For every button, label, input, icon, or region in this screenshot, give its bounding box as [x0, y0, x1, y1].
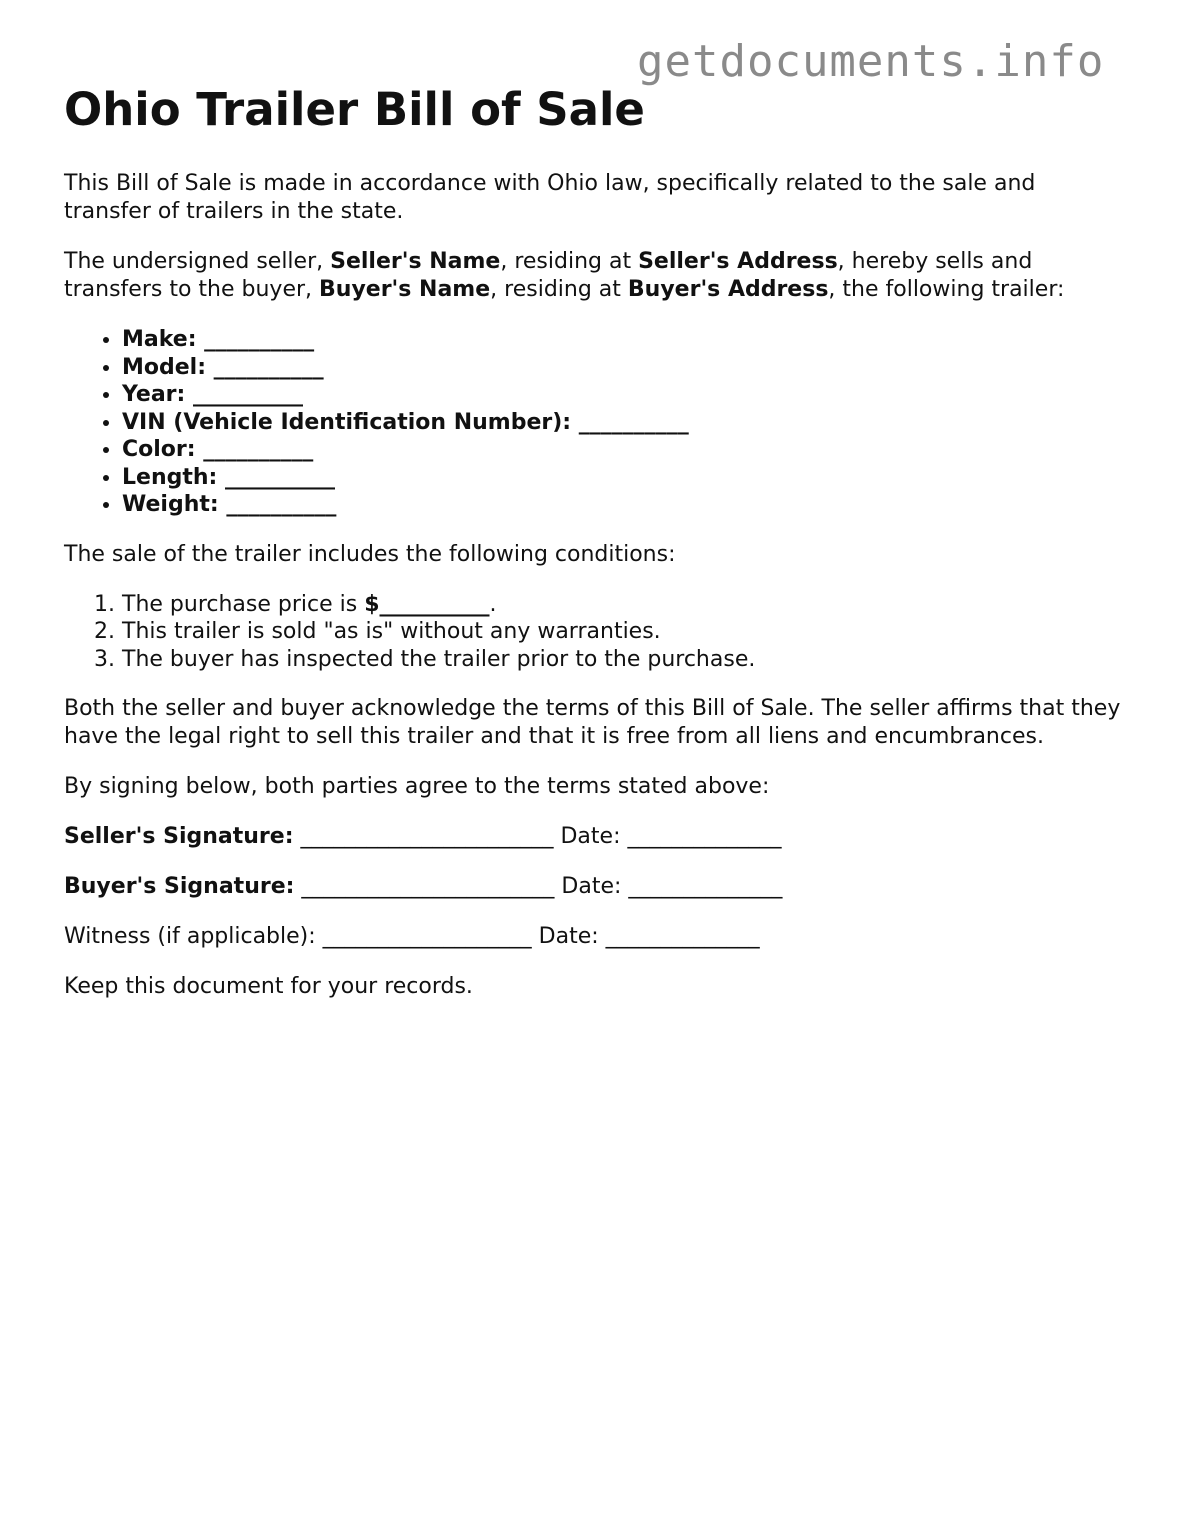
keep-records-note: Keep this document for your records. — [64, 974, 473, 999]
parties-text-2: , residing at — [500, 249, 639, 274]
seller-name: Seller's Name — [330, 249, 501, 274]
spec-color: • Color: __________ — [122, 436, 1124, 464]
signing-statement: By signing below, both parties agree to the terms stated above: — [64, 774, 770, 799]
parties-text-3: , hereby sells and transfers to the buyer, — [64, 249, 1033, 302]
buyer-signature-label: Buyer's Signature: — [64, 874, 295, 899]
condition-price-prefix: The purchase price is — [122, 591, 365, 617]
page-title: Ohio Trailer Bill of Sale — [64, 83, 645, 136]
conditions-intro: The sale of the trailer includes the following conditions: — [64, 541, 676, 567]
condition-inspected: 3. The buyer has inspected the trailer prior to the purchase. — [122, 646, 1124, 674]
conditions-list — [64, 591, 1124, 674]
condition-price-suffix: . — [489, 591, 497, 617]
buyer-signature-blanks: _______________________ Date: ______________ — [294, 874, 783, 899]
seller-signature-blanks: _______________________ Date: ______________ — [293, 824, 782, 849]
buyer-address: Buyer's Address — [627, 277, 829, 302]
parties-text-5: , the following trailer: — [828, 277, 1065, 302]
purchase-price-blank: $__________ — [364, 591, 490, 617]
intro-paragraph: This Bill of Sale is made in accordance with Ohio law, specifically related to the sale and transfer of trailers in the state. — [64, 171, 1036, 224]
spec-vin: • VIN (Vehicle Identification Number): __________ — [122, 409, 1124, 437]
spec-weight: • Weight: __________ — [122, 491, 1124, 519]
seller-signature-line — [64, 823, 1124, 851]
buyer-name: Buyer's Name — [319, 277, 491, 302]
acknowledgement-paragraph: Both the seller and buyer acknowledge the terms of this Bill of Sale. The seller affirms that they have the legal right to sell this trailer and that it is free from all liens and encumbrances. — [64, 696, 1121, 749]
parties-paragraph — [64, 248, 1124, 304]
seller-address: Seller's Address — [638, 249, 838, 274]
seller-signature-label: Seller's Signature: — [64, 824, 294, 849]
document-body — [64, 80, 1124, 1001]
buyer-signature-line — [64, 873, 1124, 901]
witness-signature-line: Witness (if applicable): ___________________ Date: ______________ — [64, 924, 760, 949]
spec-length: • Length: __________ — [122, 464, 1124, 492]
spec-year: • Year: __________ — [122, 381, 1124, 409]
spec-model: • Model: __________ — [122, 354, 1124, 382]
spec-make: • Make: __________ — [122, 326, 1124, 354]
parties-text-4: , residing at — [490, 277, 628, 302]
trailer-specs-list — [64, 326, 1124, 519]
condition-price — [122, 591, 1124, 619]
parties-text-1: The undersigned seller, — [64, 249, 331, 274]
condition-as-is: 2. This trailer is sold "as is" without any warranties. — [122, 618, 1124, 646]
watermark: getdocuments.info — [637, 36, 1105, 87]
